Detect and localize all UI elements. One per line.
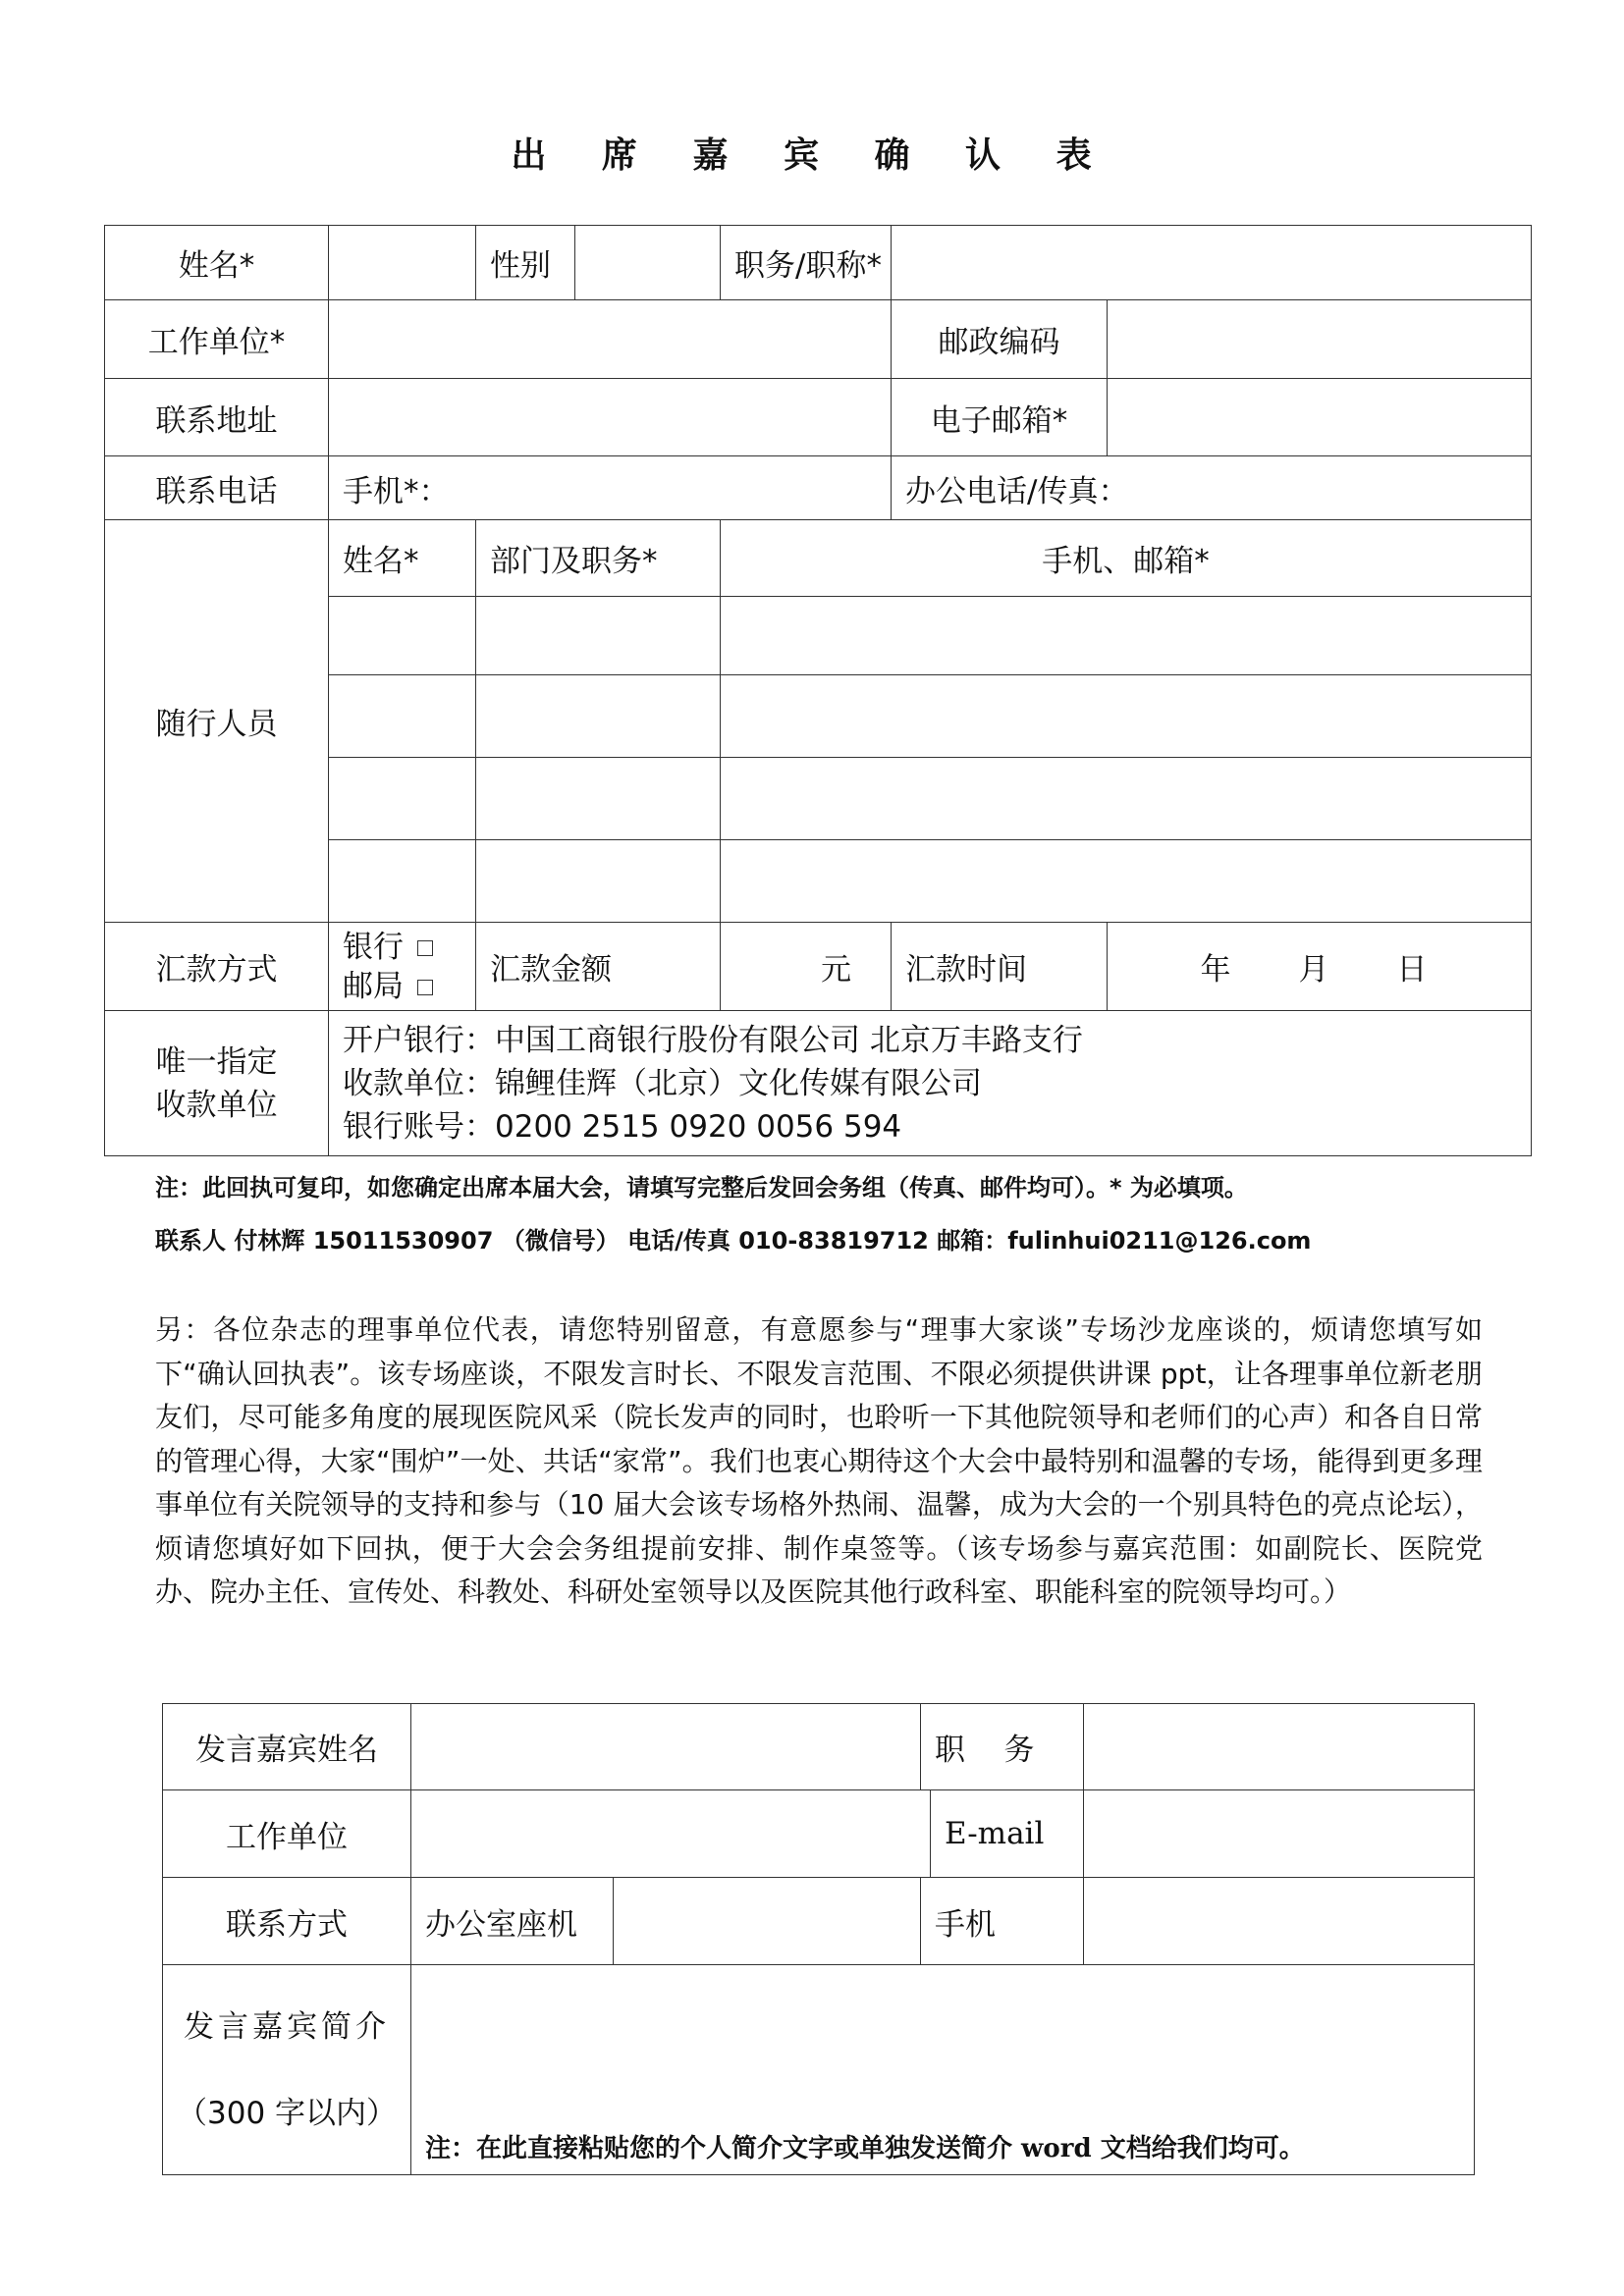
comp-dept-field[interactable] [476,675,721,758]
comp-dept-field[interactable] [476,758,721,840]
bank-option-label: 银行 [343,929,404,965]
mobile-field[interactable] [329,456,892,520]
month-label: 月 [1298,952,1329,988]
speaker-mobile-label: 手机 [921,1878,1084,1965]
name-label: 姓名* [105,226,329,300]
speaker-position-label: 职 务 [921,1704,1084,1790]
speaker-office-field[interactable] [614,1878,921,1965]
speaker-table [162,1703,1475,2175]
comp-contact-field[interactable] [721,597,1532,675]
page-title: 出 席 嘉 宾 确 认 表 [511,134,1113,176]
comp-contact-field[interactable] [721,840,1532,923]
speaker-intro-limit: （300 字以内） [177,2095,398,2131]
comp-name-field[interactable] [329,597,476,675]
speaker-org-label: 工作单位 [163,1790,411,1878]
guest-confirmation-table [104,225,1532,1156]
speaker-email-label: E-mail [931,1790,1084,1878]
post-option[interactable] [343,967,461,1006]
payee-name: 收款单位：锦鲤佳辉（北京）文化传媒有限公司 [343,1065,982,1101]
contact-line: 联系人 付林辉 15011530907 （微信号） 电话/传真 010-83819712 邮箱：fulinhui0211@126.com [155,1227,1312,1255]
payee-label [105,1011,329,1156]
name-field[interactable] [329,226,476,300]
post-option-label: 邮局 [343,968,404,1004]
speaker-org-field[interactable] [411,1790,931,1878]
note-line-1: 注：此回执可复印，如您确定出席本届大会，请填写完整后发回会务组（传真、邮件均可）。* 为必填项。 [155,1174,1248,1201]
office-label: 办公电话/传真： [905,473,1129,509]
speaker-name-label: 发言嘉宾姓名 [163,1704,411,1790]
comp-contact-field[interactable] [721,675,1532,758]
comp-name-field[interactable] [329,675,476,758]
position-field[interactable] [892,226,1532,300]
phone-label: 联系电话 [105,456,329,520]
speaker-name-field[interactable] [411,1704,921,1790]
org-label: 工作单位* [105,300,329,379]
email-field[interactable] [1108,379,1532,456]
comp-name-field[interactable] [329,840,476,923]
comp-contact-header: 手机、邮箱* [721,520,1532,597]
bank-checkbox[interactable] [417,940,433,956]
postcode-label: 邮政编码 [892,300,1108,379]
speaker-intro-note: 注：在此直接粘贴您的个人简介文字或单独发送简介 word 文档给我们均可。 [425,2134,1305,2163]
speaker-office-label: 办公室座机 [411,1878,614,1965]
amount-unit: 元 [821,952,852,988]
time-label: 汇款时间 [892,923,1108,1011]
payee-info [329,1011,1532,1156]
companions-label: 随行人员 [105,520,329,923]
gender-field[interactable] [575,226,721,300]
speaker-intro-title: 发言嘉宾简介 [184,2008,390,2045]
day-label: 日 [1396,952,1428,988]
comp-dept-header: 部门及职务* [476,520,721,597]
bank-account: 银行账号：0200 2515 0920 0056 594 [343,1108,902,1145]
postcode-field[interactable] [1108,300,1532,379]
mobile-label: 手机*： [343,473,450,509]
post-checkbox[interactable] [417,980,433,995]
bank-name: 开户银行：中国工商银行股份有限公司 北京万丰路支行 [343,1022,1083,1058]
comp-contact-field[interactable] [721,758,1532,840]
comp-name-header: 姓名* [329,520,476,597]
payment-options [329,923,476,1011]
gender-label: 性别 [476,226,575,300]
speaker-mobile-field[interactable] [1084,1878,1475,1965]
year-label: 年 [1200,952,1231,988]
amount-field[interactable] [721,923,892,1011]
amount-label: 汇款金额 [476,923,721,1011]
email-label: 电子邮箱* [892,379,1108,456]
speaker-position-field[interactable] [1084,1704,1475,1790]
payment-label: 汇款方式 [105,923,329,1011]
payee-label-line2: 收款单位 [155,1087,278,1123]
speaker-email-field[interactable] [1084,1790,1475,1878]
speaker-contact-label: 联系方式 [163,1878,411,1965]
speaker-intro-field[interactable] [411,1965,1475,2175]
time-field[interactable] [1108,923,1532,1011]
bank-option[interactable] [343,928,461,967]
comp-dept-field[interactable] [476,597,721,675]
position-label: 职务/职称* [721,226,892,300]
address-label: 联系地址 [105,379,329,456]
address-field[interactable] [329,379,892,456]
comp-dept-field[interactable] [476,840,721,923]
speaker-intro-label [163,1965,411,2175]
invitation-paragraph: 另：各位杂志的理事单位代表，请您特别留意，有意愿参与“理事大家谈”专场沙龙座谈的，烦请您填写如下“确认回执表”。该专场座谈，不限发言时长、不限发言范围、不限必须提供讲课 ppt，让各理事单位新老朋友们，尽可能多角度的展现医院风采（院长发声的同时，也聆听一下其他院领导和老师们的心声）和各自日常的管理心得，大家“围炉”一处、共话“家常”。我们也衷心期待这个大会中最特别和温馨的专场，能得到更多理事单位有关院领导的支持和参与（10 届大会该专场格外热闹、温馨，成为大会的一个别具特色的亮点论坛），烦请您填好如下回执，便于大会会务组提前安排、制作桌签等。（该专场参与嘉宾范围：如副院长、医院党办、院办主任、宣传处、科教处、科研处室领导以及医院其他行政科室、职能科室的院领导均可。） [155,1313,1483,1608]
office-field[interactable] [892,456,1532,520]
org-field[interactable] [329,300,892,379]
comp-name-field[interactable] [329,758,476,840]
payee-label-line1: 唯一指定 [155,1043,278,1080]
